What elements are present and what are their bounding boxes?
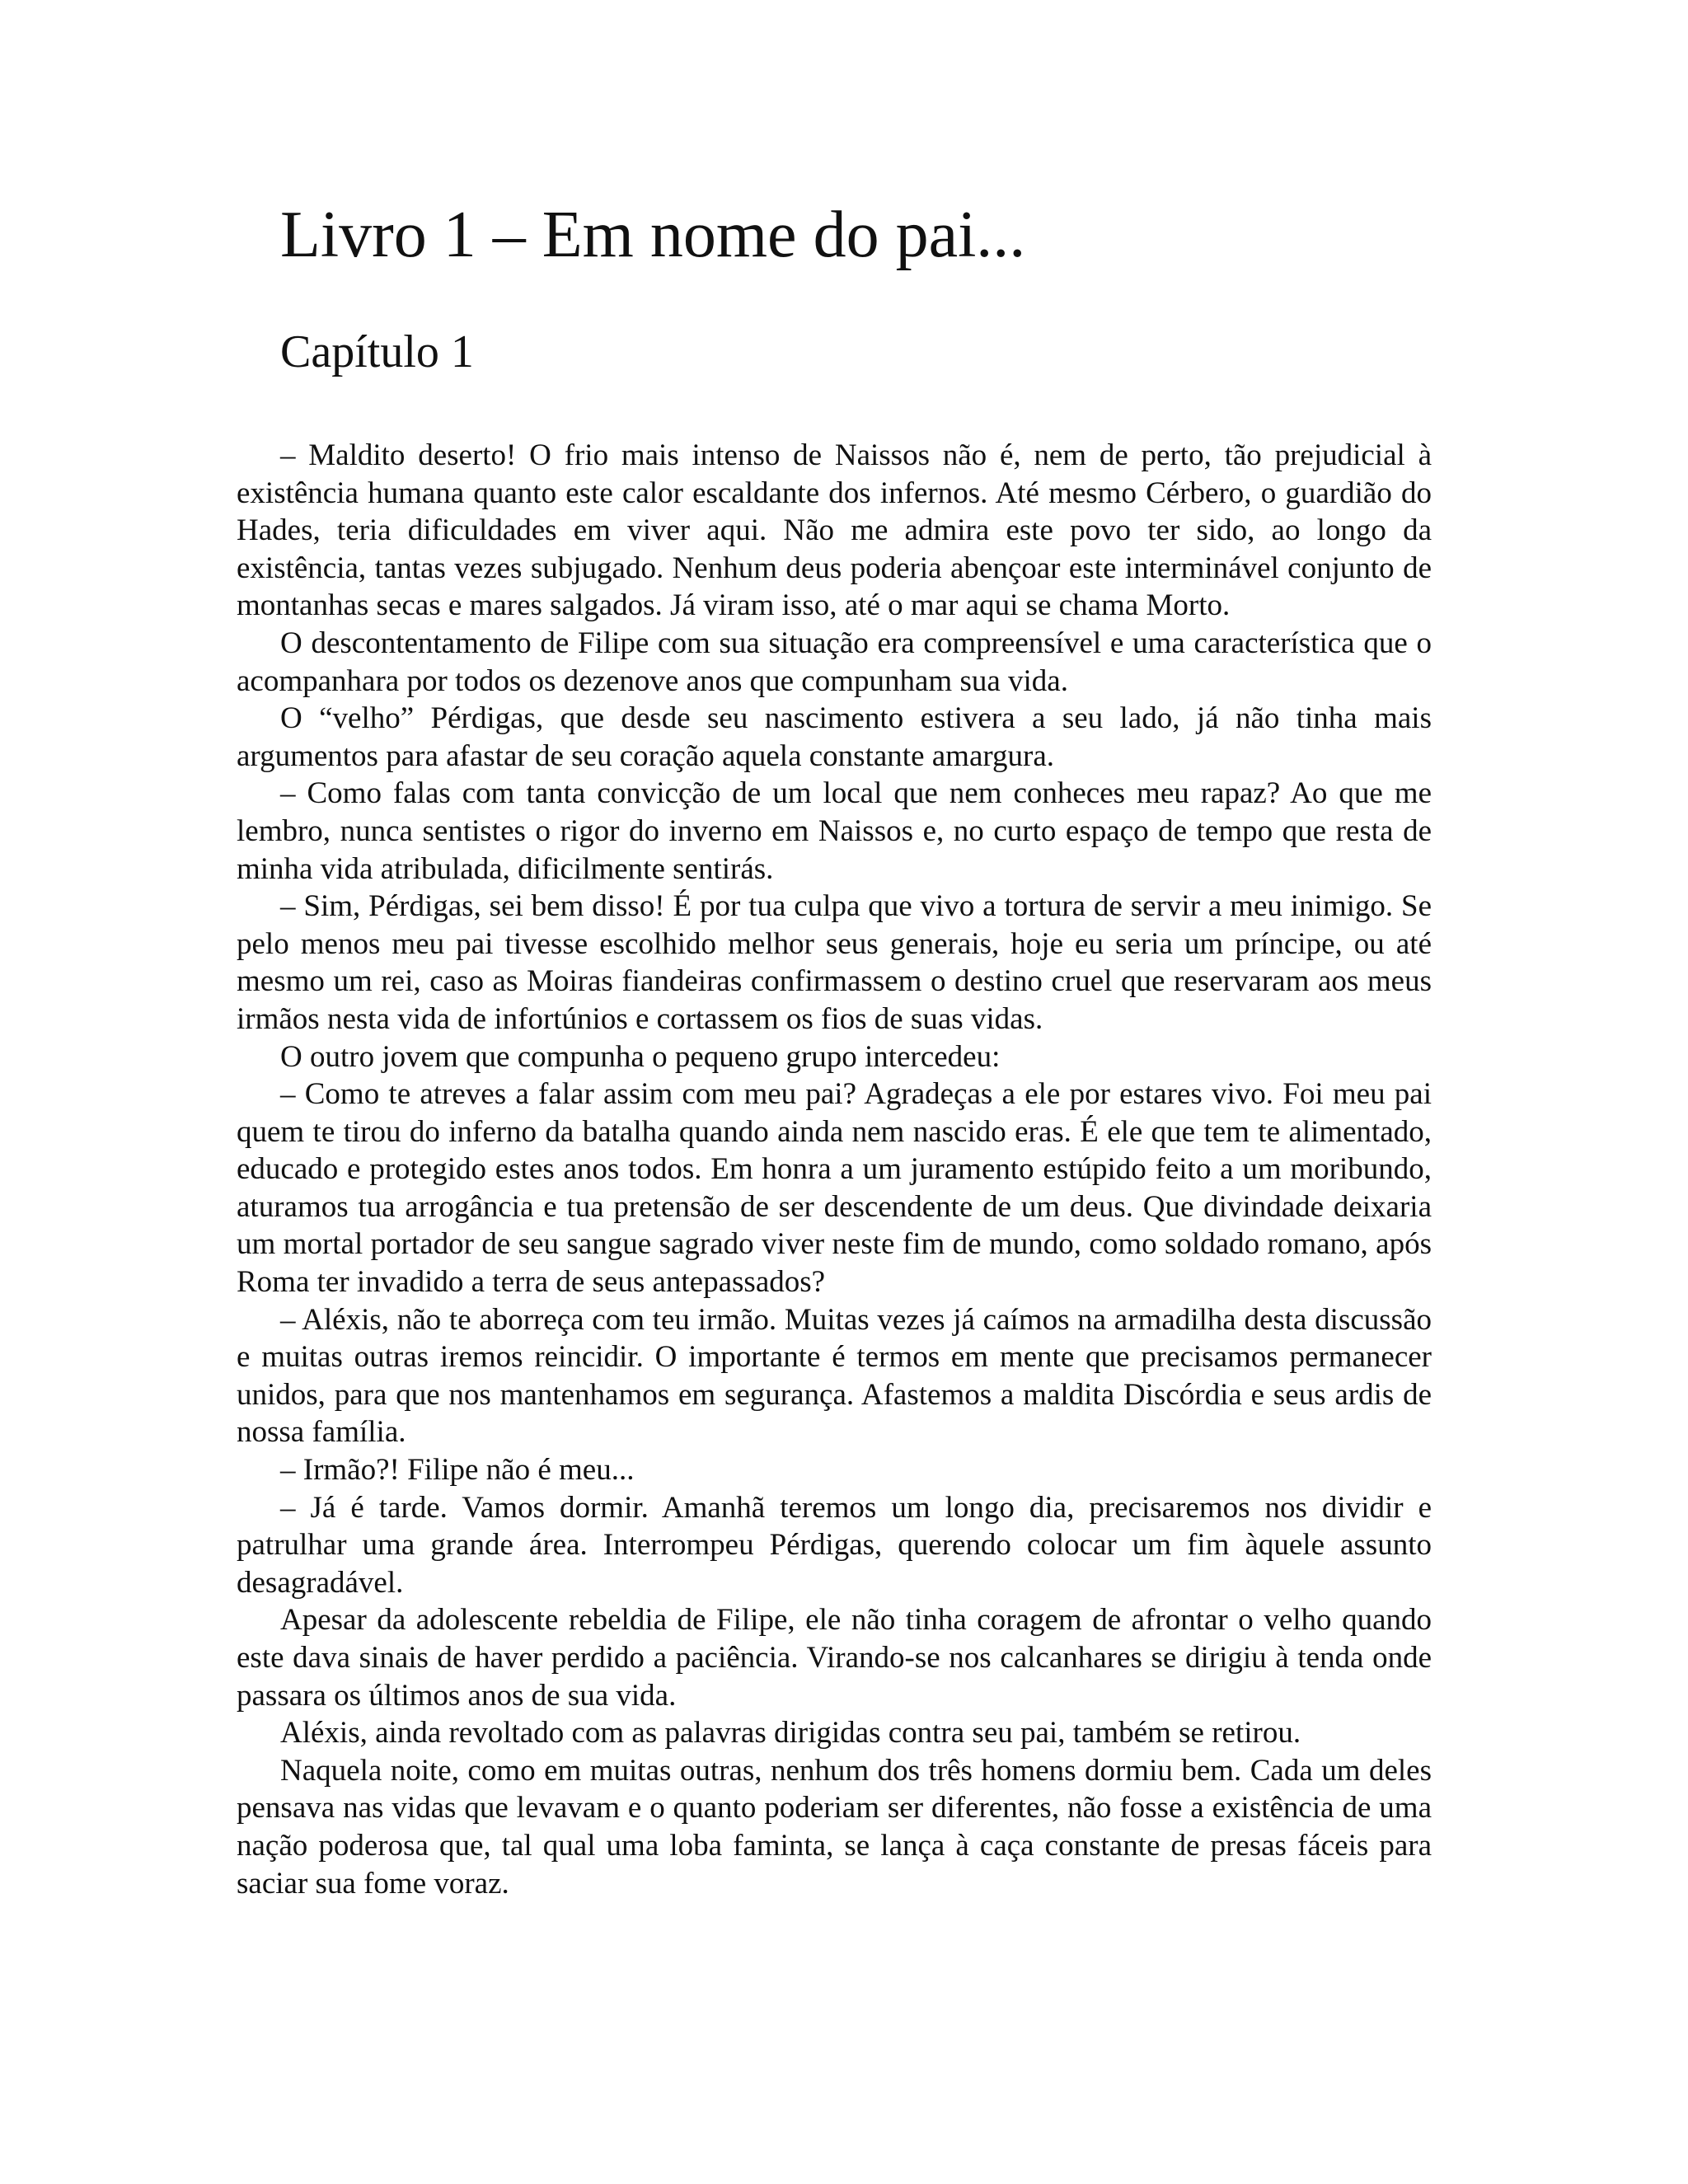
book-title: Livro 1 – Em nome do pai... xyxy=(280,199,1026,271)
paragraph: – Irmão?! Filipe não é meu... xyxy=(280,1453,635,1488)
paragraph: – Como te atreves a falar assim com meu pai? Agradeças a ele por estares vivo. Foi meu pai quem te tirou do inferno da batalha quando ainda nem nascido eras. É ele que tem te alimentado, educado e protegido estes anos todos. Em honra a um juramento estúpido feito a um moribundo, aturamos tua arrogância e tua pretensão de ser descendente de um deus. Que divindade deixaria um mortal portador de seu sangue sagrado viver neste fim de mundo, como soldado romano, após Roma ter invadido a terra de seus antepassados? xyxy=(237,1077,1432,1300)
chapter-body xyxy=(237,437,1432,1902)
paragraph: – Sim, Pérdigas, sei bem disso! É por tua culpa que vivo a tortura de servir a meu inimigo. Se pelo menos meu pai tivesse escolhido melhor seus generais, hoje eu seria um príncipe, ou até mesmo um rei, caso as Moiras fiandeiras confirmassem o destino cruel que reservaram aos meus irmãos nesta vida de infortúnios e cortassem os fios de suas vidas. xyxy=(237,889,1432,1036)
chapter-title: Capítulo 1 xyxy=(280,326,474,377)
paragraph: – Já é tarde. Vamos dormir. Amanhã teremos um longo dia, precisaremos nos dividir e patrulhar uma grande área. Interrompeu Pérdigas, querendo colocar um fim àquele assunto desagradável. xyxy=(237,1490,1432,1600)
paragraph: O outro jovem que compunha o pequeno grupo intercedeu: xyxy=(280,1039,1001,1074)
paragraph: – Aléxis, não te aborreça com teu irmão. Muitas vezes já caímos na armadilha desta discussão e muitas outras iremos reincidir. O importante é termos em mente que precisamos permanecer unidos, para que nos mantenhamos em segurança. Afastemos a maldita Discórdia e seus ardis de nossa família. xyxy=(237,1302,1432,1450)
paragraph: – Maldito deserto! O frio mais intenso de Naissos não é, nem de perto, tão prejudicial à existência humana quanto este calor escaldante dos infernos. Até mesmo Cérbero, o guardião do Hades, teria dificuldades em viver aqui. Não me admira este povo ter sido, ao longo da existência, tantas vezes subjugado. Nenhum deus poderia abençoar este interminável conjunto de montanhas secas e mares salgados. Já viram isso, até o mar aqui se chama Morto. xyxy=(237,438,1432,623)
paragraph: Naquela noite, como em muitas outras, nenhum dos três homens dormiu bem. Cada um deles pensava nas vidas que levavam e o quanto poderiam ser diferentes, não fosse a existência de uma nação poderosa que, tal qual uma loba faminta, se lança à caça constante de presas fáceis para saciar sua fome voraz. xyxy=(237,1753,1432,1900)
paragraph: O descontentamento de Filipe com sua situação era compreensível e uma característica que o acompanhara por todos os dezenove anos que compunham sua vida. xyxy=(237,626,1432,698)
paragraph: Apesar da adolescente rebeldia de Filipe, ele não tinha coragem de afrontar o velho quando este dava sinais de haver perdido a paciência. Virando-se nos calcanhares se dirigiu à tenda onde passara os últimos anos de sua vida. xyxy=(237,1603,1432,1713)
paragraph: – Como falas com tanta convicção de um local que nem conheces meu rapaz? Ao que me lembro, nunca sentistes o rigor do inverno em Naissos e, no curto espaço de tempo que resta de minha vida atribulada, dificilmente sentirás. xyxy=(237,776,1432,886)
paragraph: O “velho” Pérdigas, que desde seu nascimento estivera a seu lado, já não tinha mais argumentos para afastar de seu coração aquela constante amargura. xyxy=(237,701,1432,773)
paragraph: Aléxis, ainda revoltado com as palavras dirigidas contra seu pai, também se retirou. xyxy=(280,1716,1301,1750)
